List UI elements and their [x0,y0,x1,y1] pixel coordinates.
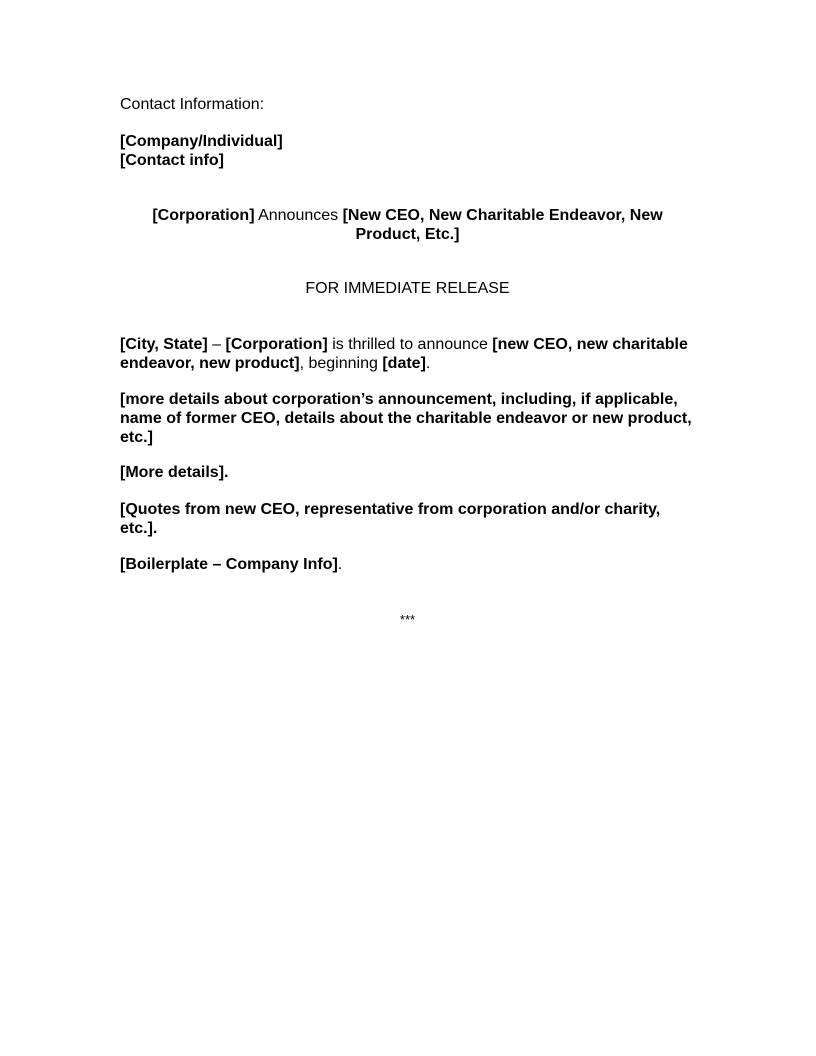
intro-announcement: [new CEO, new charitable endeavor, new product] [120,336,688,372]
headline [140,206,675,244]
intro-beginning: , beginning [299,355,378,372]
paragraph-boilerplate [120,555,695,574]
contact-company: [Company/Individual] [120,133,283,150]
paragraph-details: [more details about corporation’s announcement, including, if applicable, name of former CEO, details about the charitable endeavor or new product, etc.] [120,391,692,446]
headline-verb: Announces [258,207,339,224]
boilerplate-text: [Boilerplate – Company Info] [120,556,338,573]
paragraph-intro [120,335,695,373]
intro-dash: – [212,336,222,353]
paragraph-quotes: [Quotes from new CEO, representative from corporation and/or charity, etc.]. [120,501,661,537]
contact-label: Contact Information: [120,96,265,113]
paragraph-more-details: [More details]. [120,464,229,481]
end-mark: *** [399,612,416,627]
intro-date: [date] [382,355,426,372]
intro-phrase: is thrilled to announce [332,336,488,353]
intro-period: . [425,355,431,372]
intro-location: [City, State] [120,336,208,353]
release-notice: FOR IMMEDIATE RELEASE [305,280,510,297]
contact-info: [Contact info] [120,152,224,169]
headline-subject: [New CEO, New Charitable Endeavor, New Product, Etc.] [342,207,663,243]
intro-corporation: [Corporation] [225,336,328,353]
headline-corporation: [Corporation] [152,207,255,224]
boilerplate-period: . [337,556,343,573]
